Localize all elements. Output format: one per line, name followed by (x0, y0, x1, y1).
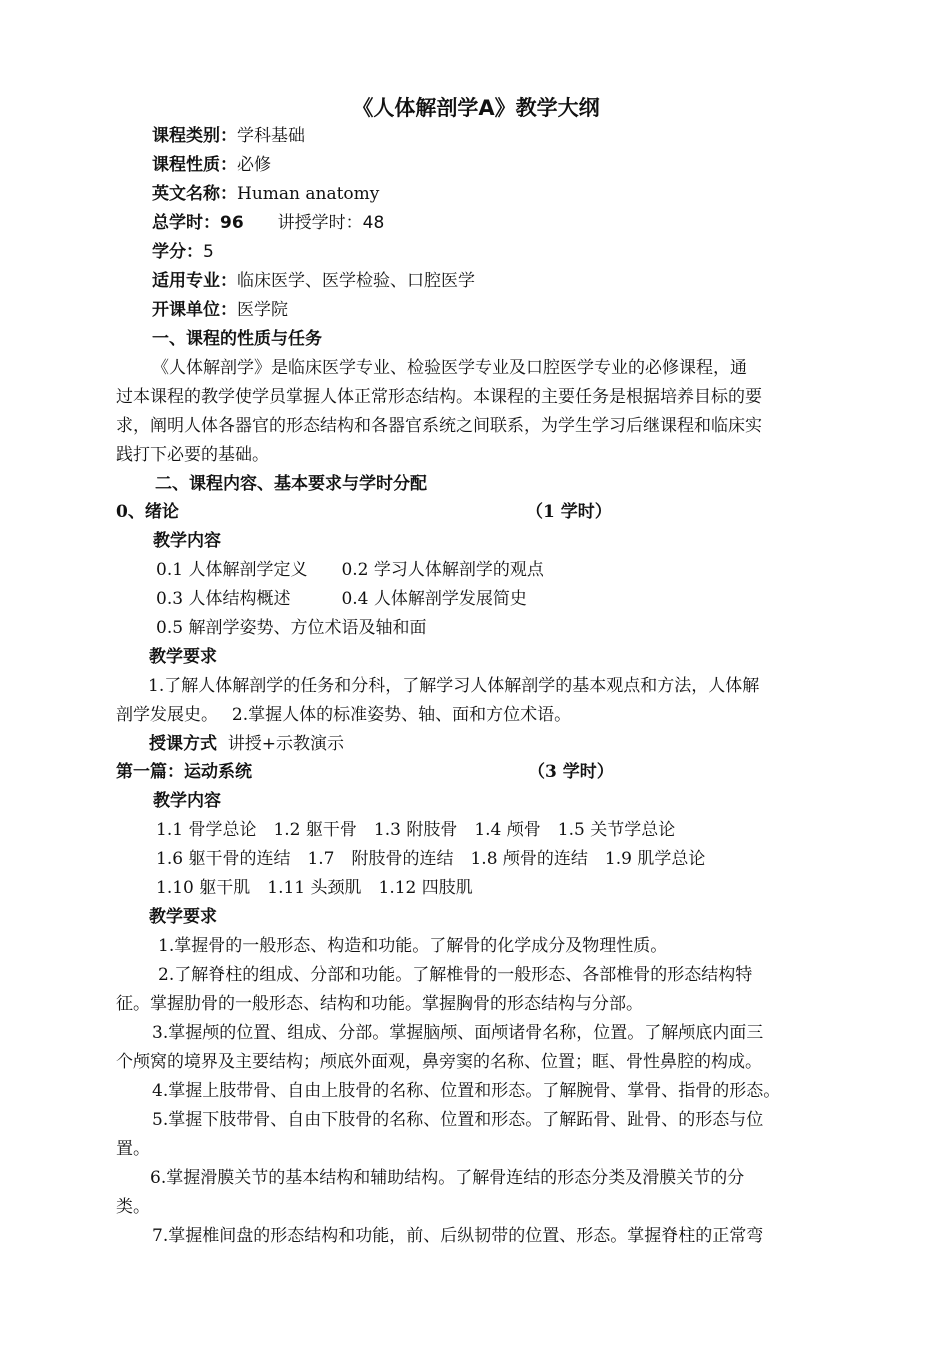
part1-content-line: 1.1 骨学总论 1.2 躯干骨 1.3 附肢骨 1.4 颅骨 1.5 关节学总论 (156, 820, 676, 840)
course-category (152, 124, 886, 148)
intro-req-line: 1.了解人体解剖学的任务和分科，了解学习人体解剖学的基本观点和方法，人体解 (148, 676, 760, 696)
part1-req-label: 教学要求 (149, 907, 217, 927)
part1-req-line: 类。 (116, 1197, 150, 1217)
majors-label: 适用专业： (152, 271, 237, 291)
intro-content-label: 教学内容 (153, 531, 221, 551)
intro-content-line: 0.5 解剖学姿势、方位术语及轴和面 (156, 618, 427, 638)
intro-req-line: 剖学发展史。 2.掌握人体的标准姿势、轴、面和方位术语。 (116, 705, 572, 725)
course-nature (152, 153, 886, 177)
course-credits (152, 240, 886, 264)
part1-req-line: 置。 (116, 1139, 150, 1159)
applicable-majors (152, 269, 886, 293)
intro-heading (116, 500, 850, 524)
part1-req-line: 个颅窝的境界及主要结构；颅底外面观，鼻旁窦的名称、位置；眶、骨性鼻腔的构成。 (116, 1052, 762, 1072)
course-hours (152, 211, 886, 235)
credits-label: 学分： (152, 242, 203, 262)
part1-req-line: 6.掌握滑膜关节的基本结构和辅助结构。了解骨连结的形态分类及滑膜关节的分 (150, 1168, 745, 1188)
method-value: 讲授+示教演示 (227, 734, 345, 754)
majors-value: 临床医学、医学检验、口腔医学 (237, 271, 475, 291)
section1-line: 《人体解剖学》是临床医学专业、检验医学专业及口腔医学专业的必修课程，通 (152, 358, 747, 378)
part1-hours: （3 学时） (528, 762, 614, 782)
english-name (152, 182, 886, 206)
intro-content-line: 0.1 人体解剖学定义 0.2 学习人体解剖学的观点 (156, 560, 544, 580)
category-label: 课程类别： (152, 126, 237, 146)
part1-req-line: 1.掌握骨的一般形态、构造和功能。了解骨的化学成分及物理性质。 (158, 936, 668, 956)
offering-dept (152, 298, 886, 322)
page-title: 《人体解剖学A》教学大纲 (352, 96, 600, 120)
intro-content-line: 0.3 人体结构概述 0.4 人体解剖学发展简史 (156, 589, 527, 609)
part1-content-line: 1.10 躯干肌 1.11 头颈肌 1.12 四肢肌 (156, 878, 473, 898)
section1-line: 求，阐明人体各器官的形态结构和各器官系统之间联系，为学生学习后继课程和临床实 (116, 416, 762, 436)
section1-line: 过本课程的教学使学员掌握人体正常形态结构。本课程的主要任务是根据培养目标的要 (116, 387, 762, 407)
part1-req-line: 征。掌握肋骨的一般形态、结构和功能。掌握胸骨的形态结构与分部。 (116, 994, 643, 1014)
intro-method (149, 732, 883, 756)
nature-value: 必修 (237, 155, 271, 175)
nature-label: 课程性质： (152, 155, 237, 175)
credits-value: 5 (203, 242, 214, 262)
english-label: 英文名称： (152, 184, 237, 204)
english-value: Human anatomy (237, 184, 380, 204)
part1-content-label: 教学内容 (153, 791, 221, 811)
section1-heading: 一、课程的性质与任务 (152, 329, 322, 349)
part1-req-line: 5.掌握下肢带骨、自由下肢骨的名称、位置和形态。了解跖骨、趾骨、的形态与位 (152, 1110, 764, 1130)
section1-line: 践打下必要的基础。 (116, 445, 269, 465)
part1-heading (116, 760, 850, 784)
section2-heading: 二、课程内容、基本要求与学时分配 (155, 474, 427, 494)
category-value: 学科基础 (237, 126, 305, 146)
intro-req-label: 教学要求 (149, 647, 217, 667)
part1-content-line: 1.6 躯干骨的连结 1.7 附肢骨的连结 1.8 颅骨的连结 1.9 肌学总论 (156, 849, 706, 869)
part1-req-line: 2.了解脊柱的组成、分部和功能。了解椎骨的一般形态、各部椎骨的形态结构特 (158, 965, 753, 985)
intro-hours: （1 学时） (526, 502, 612, 522)
part1-req-line: 3.掌握颅的位置、组成、分部。掌握脑颅、面颅诸骨名称，位置。了解颅底内面三 (152, 1023, 764, 1043)
total-hours: 总学时：96 (152, 213, 244, 233)
part1-req-line: 4.掌握上肢带骨、自由上肢骨的名称、位置和形态。了解腕骨、掌骨、指骨的形态。 (152, 1081, 781, 1101)
part1-title: 第一篇：运动系统 (116, 762, 252, 782)
lecture-hours: 讲授学时：48 (277, 213, 385, 233)
dept-label: 开课单位： (152, 300, 237, 320)
part1-req-line: 7.掌握椎间盘的形态结构和功能，前、后纵韧带的位置、形态。掌握脊柱的正常弯 (152, 1226, 764, 1246)
method-label: 授课方式 (149, 734, 217, 754)
dept-value: 医学院 (237, 300, 288, 320)
intro-title: 0、绪论 (116, 502, 179, 522)
